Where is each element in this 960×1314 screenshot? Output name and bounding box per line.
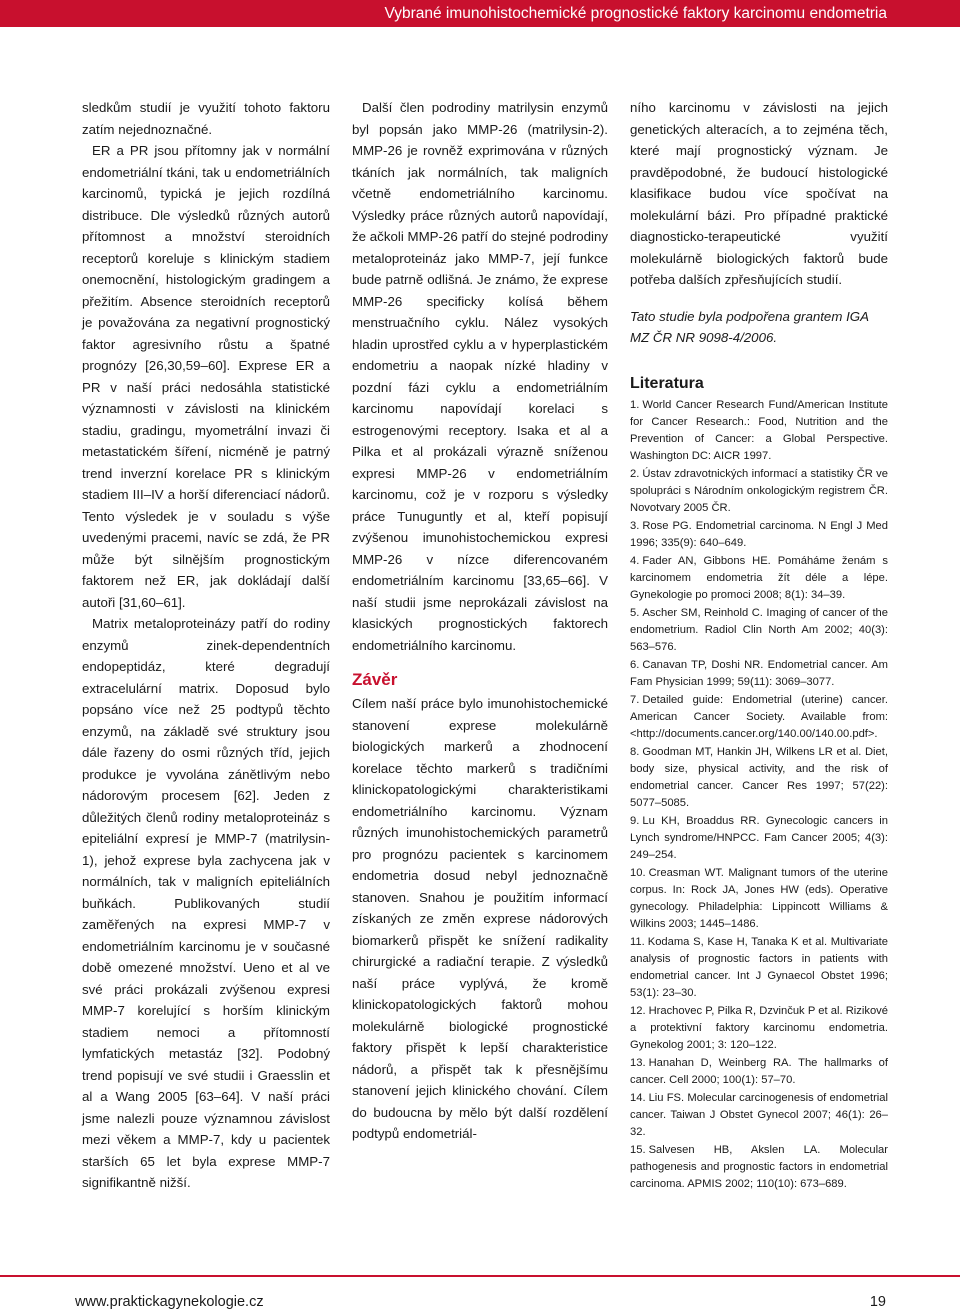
reference-text: Hrachovec P, Pilka R, Dzvinčuk P et al. Rizikové a protektivní faktory karcinomu endometria. Gynekolog 2001; 3: 120–122. bbox=[630, 1004, 888, 1051]
reference-item bbox=[630, 397, 888, 465]
reference-item bbox=[630, 692, 888, 743]
reference-number: 1. bbox=[630, 398, 640, 411]
column2-paragraph-1: Další člen podrodiny matrilysin enzymů byl popsán jako MMP-26 (matrilysin-2). MMP-26 je rovněž exprimována v různých tkáních jak normálních, tak maligních včetně endometriálního karcinomu. Výsledky práce různých autorů napovídají, že ačkoli MMP-26 patří do stejné podrodiny metaloproteináz jako MMP-7, její funkce bude patrně odlišná. Je známo, že exprese MMP-26 specificky kolísá během menstruačního cyklu. Nález vysokých hladin uprostřed cyklu a v hyperplastickém endometriu a naopak nízké hladiny v pozdní fázi cyklu a endometriálním karcinomu napovídají korelaci s estrogenovými receptory. Isaka et al a Pilka et al prokázali výrazně sníženou expresi MMP-26 v endometriálním karcinomu, což je v rozporu s výsledky práce Tunuguntly et al, kteří popisují zvýšenou imunohistochemickou expresi MMP-26 v nízce diferencovaném endometriálním karcinomu [33,65–66]. V naší studii jsme neprokázali závislost na klasických prognostických faktorech endometriálního karcinomu. bbox=[352, 100, 608, 653]
page-number: 19 bbox=[869, 1294, 886, 1310]
reference-text: Lu KH, Broaddus RR. Gynecologic cancers in Lynch syndrome/HNPCC. Fam Cancer 2005; 4(3): 249–254. bbox=[630, 814, 888, 861]
reference-number: 8. bbox=[630, 745, 640, 758]
reference-item bbox=[630, 1003, 888, 1054]
reference-item bbox=[630, 1090, 888, 1141]
footer-divider bbox=[0, 1275, 960, 1277]
running-title: Vybrané imunohistochemické prognostické faktory karcinomu endometria bbox=[384, 5, 887, 22]
reference-text: Canavan TP, Doshi NR. Endometrial cancer. Am Fam Physician 1999; 59(11): 3069–3077. bbox=[630, 658, 888, 688]
reference-number: 9. bbox=[630, 814, 640, 827]
reference-number: 11. bbox=[630, 935, 645, 948]
reference-text: Fader AN, Gibbons HE. Pomáháme ženám s karcinomem endometria žít déle a lépe. Gynekologie po promoci 2008; 8(1): 34–39. bbox=[630, 554, 888, 601]
grant-acknowledgement: Tato studie byla podpořena grantem IGA MZ ČR NR 9098-4/2006. bbox=[630, 308, 869, 345]
reference-number: 15. bbox=[630, 1143, 646, 1156]
reference-text: Salvesen HB, Akslen LA. Molecular pathogenesis and prognostic factors in endometrial carcinoma. APMIS 2002; 110(10): 673–689. bbox=[630, 1143, 888, 1190]
text-column-2 bbox=[352, 97, 608, 1145]
reference-number: 7. bbox=[630, 693, 640, 706]
reference-item bbox=[630, 466, 888, 517]
reference-text: Ústav zdravotnických informací a statistiky ČR ve spolupráci s Národním onkologickým registrem ČR. Novotvary 2005 ČR. bbox=[630, 467, 888, 514]
reference-item bbox=[630, 934, 888, 1002]
column1-paragraph-1: sledkům studií je využití tohoto faktoru zatím nejednoznačné. bbox=[82, 100, 330, 137]
footer-website-link[interactable]: www.praktickagynekologie.cz bbox=[75, 1294, 264, 1310]
reference-number: 4. bbox=[630, 554, 640, 567]
reference-text: Liu FS. Molecular carcinogenesis of endometrial cancer. Taiwan J Obstet Gynecol 2007; 46(1): 26–32. bbox=[630, 1091, 888, 1138]
reference-number: 14. bbox=[630, 1091, 646, 1104]
text-column-1 bbox=[82, 97, 330, 1194]
reference-item bbox=[630, 605, 888, 656]
reference-text: Detailed guide: Endometrial (uterine) cancer. American Cancer Society. Available from: <http://documents.cancer.org/140.00/140.00.pdf>. bbox=[630, 693, 888, 740]
reference-number: 13. bbox=[630, 1056, 646, 1069]
reference-number: 3. bbox=[630, 519, 640, 532]
reference-number: 12. bbox=[630, 1004, 646, 1017]
reference-number: 5. bbox=[630, 606, 640, 619]
reference-item bbox=[630, 813, 888, 864]
column1-paragraph-3: Matrix metaloproteinázy patří do rodiny enzymů zinek-dependentních endopeptidáz, které degradují extracelulární matrix. Doposud bylo popsáno více než 25 podtypů těchto enzymů, na základě své struktury jsou dále řazeny do osmi různých tříd, jejich produkce je vyvolána zánětlivým nebo nádorovým procesem [62]. Jeden z důležitých členů rodiny metaloproteináz s epiteliální expresí je MMP-7 (matrilysin-1), jehož exprese byla zachycena jak v normálních, tak v maligních epiteliálních buňkách. Publikovaných studií zaměřených na expresi MMP-7 v endometriálním karcinomu je v současné době omezené množství. Ueno et al ve své práci prokázali zvýšenou expresi MMP-7 korelující s horším klinickým stadiem nemoci a přítomností lymfatických metastáz [32]. Podobný trend popisují ve své studii i Graesslin et al a Wang 2005 [63–64]. V naší práci jsme nalezli pouze významnou závislost mezi věkem a MMP-7, kdy u pacientek starších 65 let byla exprese MMP-7 signifikantně nižší. bbox=[82, 616, 330, 1190]
reference-text: World Cancer Research Fund/American Institute for Cancer Research.: Food, Nutrition and the Prevention of Cancer: a Global Perspective. Washington DC: AICR 1997. bbox=[630, 398, 888, 462]
reference-number: 6. bbox=[630, 658, 640, 671]
text-column-3 bbox=[630, 97, 888, 1194]
column2-paragraph-2: Cílem naší práce bylo imunohistochemické stanovení exprese molekulárně biologických markerů a zhodnocení korelace těchto markerů s tradičními klinickopatologickými charakteristikami endometriálního karcinomu. Význam různých imunohistochemických parametrů pro prognózu pacientek s karcinomem endometria dosud nebyl jednoznačně stanoven. Snahou je použitím informací získaných ze změn exprese nádorových biomarkerů přispět ke snížení radikality chirurgické a radiační terapie. Z výsledků naší práce vyplývá, že kromě klinickopatologických faktorů mohou molekulárně biologické prognostické faktory přispět k lepší charakteristice nádorů, a přispět tak k přesnějšímu stanovení jejich klinického chování. Cílem do budoucna by mělo být další rozdělení podtypů endometriál- bbox=[352, 696, 608, 1141]
literature-heading: Literatura bbox=[630, 374, 704, 392]
reference-item bbox=[630, 1142, 888, 1193]
reference-item bbox=[630, 518, 888, 552]
conclusion-heading: Závěr bbox=[352, 670, 398, 689]
column1-paragraph-2: ER a PR jsou přítomny jak v normální endometriální tkáni, tak u endometriálních karcinomů, typická je jejich rozdílná distribuce. Dle výsledků různých autorů přítomnost a množství steroidních receptorů koreluje s klinickým stadiem onemocnění, histologickým gradingem a přežitím. Absence steroidních receptorů je považována za negativní prognostický faktor agresivního růstu a špatné prognózy [26,30,59–60]. Exprese ER a PR v naší práci nedosáhla statistické významnosti v závislosti na klinickém stadiu, gradingu, myometrální invazi či metastatickém šíření, nicméně je patrný trend inverzní korelace PR s klinickým stadiem III–IV a horší diferenciací nádorů. Tento výsledek je v souladu s výše uvedenými pracemi, navíc se zdá, že PR může být silnějším prognostickým faktorem než ER, jak dokládají další autoři [31,60–61]. bbox=[82, 143, 330, 610]
reference-item bbox=[630, 865, 888, 933]
reference-item bbox=[630, 553, 888, 604]
reference-text: Rose PG. Endometrial carcinoma. N Engl J Med 1996; 335(9): 640–649. bbox=[630, 519, 888, 549]
reference-number: 2. bbox=[630, 467, 640, 480]
reference-text: Ascher SM, Reinhold C. Imaging of cancer of the endometrium. Radiol Clin North Am 2002; 40(3): 563–576. bbox=[630, 606, 888, 653]
reference-item bbox=[630, 1055, 888, 1089]
reference-text: Hanahan D, Weinberg RA. The hallmarks of cancer. Cell 2000; 100(1): 57–70. bbox=[630, 1056, 888, 1086]
reference-text: Kodama S, Kase H, Tanaka K et al. Multivariate analysis of prognostic factors in patients with endometrial cancer. Int J Gynaecol Obstet 1996; 53(1): 23–30. bbox=[630, 935, 888, 999]
reference-number: 10. bbox=[630, 866, 646, 879]
reference-text: Goodman MT, Hankin JH, Wilkens LR et al. Diet, body size, physical activity, and the risk of endometrial cancer. Cancer Res 1997; 57(22): 5077–5085. bbox=[630, 745, 888, 809]
reference-text: Creasman WT. Malignant tumors of the uterine corpus. In: Rock JA, Jones HW (eds). Operative gynecology. Philadelphia: Lippincott Williams & Wilkins 2003; 1445–1486. bbox=[630, 866, 888, 930]
column3-paragraph-1: ního karcinomu v závislosti na jejich genetických alteracích, a to zejména těch, které mají prognostický význam. Je pravděpodobné, že budoucí histologické klasifikace budou více spočívat na molekulární bázi. Pro případné praktické diagnosticko-terapeutické využití molekulárně biologických faktorů bude potřeba dalších zpřesňujících studií. bbox=[630, 100, 888, 287]
reference-item bbox=[630, 744, 888, 812]
running-header bbox=[0, 0, 960, 27]
reference-list bbox=[630, 397, 888, 1193]
reference-item bbox=[630, 657, 888, 691]
